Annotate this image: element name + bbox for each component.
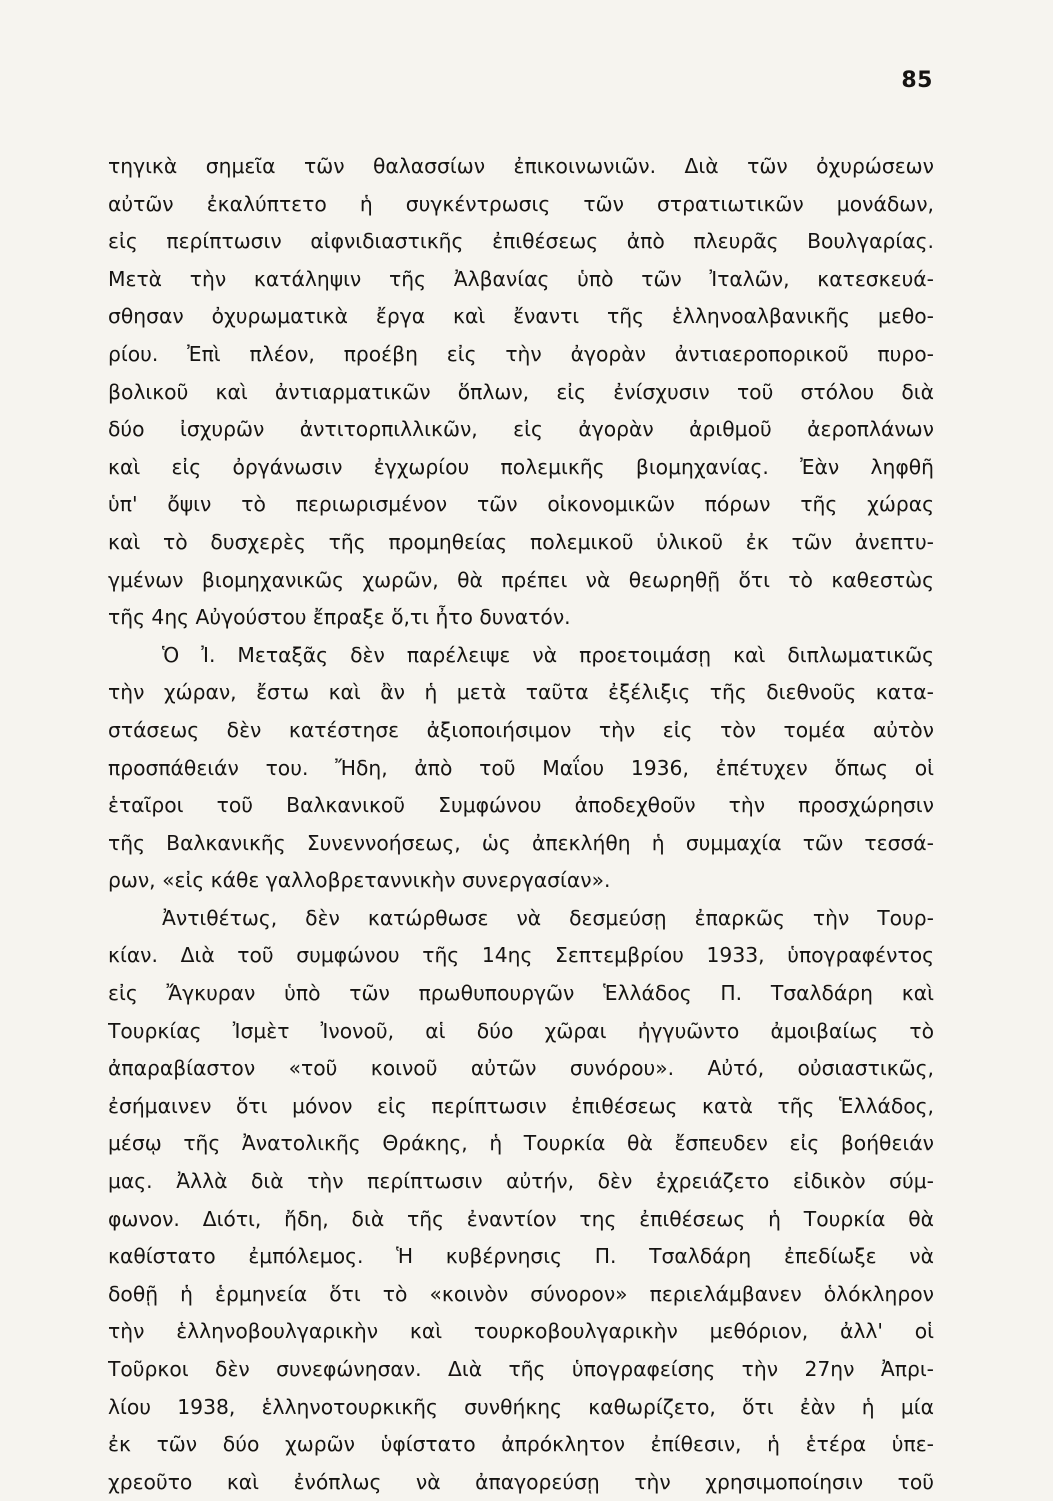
text-line: ἐκ τῶν δύο χωρῶν ὑφίστατο ἀπρόκλητον ἐπίθεσιν, ἡ ἑτέρα ὑπε- [108,1432,934,1457]
text-line: γμένων βιομηχανικῶς χωρῶν, θὰ πρέπει νὰ θεωρηθῇ ὅτι τὸ καθεστὼς [108,567,934,592]
text-line: ὑπ' ὄψιν τὸ περιωρισμένον τῶν οἰκονομικῶν πόρων τῆς χώρας [108,492,934,517]
text-line: χρεοῦτο καὶ ἐνόπλως νὰ ἀπαγορεύσῃ τὴν χρησιμοποίησιν τοῦ [108,1469,934,1494]
text-line: καὶ εἰς ὀργάνωσιν ἐγχωρίου πολεμικῆς βιομηχανίας. Ἐὰν ληφθῆ [108,454,934,479]
text-line: τὴν ἑλληνοβουλγαρικὴν καὶ τουρκοβουλγαρικὴν μεθόριον, ἀλλ' οἱ [108,1319,934,1344]
text-line: ἀπαραβίαστον «τοῦ κοινοῦ αὐτῶν συνόρου». Αὐτό, οὐσιαστικῶς, [108,1056,934,1081]
text-line: μας. Ἀλλὰ διὰ τὴν περίπτωσιν αὐτήν, δὲν ἐχρειάζετο εἰδικὸν σύμ- [108,1169,934,1194]
text-line: τῆς Βαλκανικῆς Συνεννοήσεως, ὡς ἀπεκλήθη ἡ συμμαχία τῶν τεσσά- [108,830,934,855]
text-line: Ἀντιθέτως, δὲν κατώρθωσε νὰ δεσμεύσῃ ἐπαρκῶς τὴν Τουρ- [162,905,934,930]
text-line: φωνον. Διότι, ἤδη, διὰ τῆς ἐναντίον της ἐπιθέσεως ἡ Τουρκία θὰ [108,1206,934,1231]
text-line: βολικοῦ καὶ ἀντιαρματικῶν ὅπλων, εἰς ἐνίσχυσιν τοῦ στόλου διὰ [108,379,934,404]
text-line: ἑταῖροι τοῦ Βαλκανικοῦ Συμφώνου ἀποδεχθοῦν τὴν προσχώρησιν [108,793,934,818]
text-line: Μετὰ τὴν κατάληψιν τῆς Ἀλβανίας ὑπὸ τῶν Ἰταλῶν, κατεσκευά- [108,266,934,291]
text-line: ρων, «εἰς κάθε γαλλοβρεταννικὴν συνεργασίαν». [108,868,611,893]
text-line: τὴν χώραν, ἔστω καὶ ἂν ἡ μετὰ ταῦτα ἐξέλιξις τῆς διεθνοῦς κατα- [108,680,934,705]
text-line: τῆς 4ης Αὐγούστου ἔπραξε ὅ,τι ἦτο δυνατόν. [108,605,571,630]
body-text [108,148,934,1501]
text-line: καθίστατο ἐμπόλεμος. Ἡ κυβέρνησις Π. Τσαλδάρη ἐπεδίωξε νὰ [108,1244,934,1269]
text-line: αὐτῶν ἐκαλύπτετο ἡ συγκέντρωσις τῶν στρατιωτικῶν μονάδων, [108,191,934,216]
text-line: σθησαν ὀχυρωματικὰ ἔργα καὶ ἔναντι τῆς ἑλληνοαλβανικῆς μεθο- [108,304,934,329]
text-line: τηγικὰ σημεῖα τῶν θαλασσίων ἐπικοινωνιῶν. Διὰ τῶν ὀχυρώσεων [108,154,934,178]
text-line: προσπάθειάν του. Ἤδη, ἀπὸ τοῦ Μαΐου 1936, ἐπέτυχεν ὅπως οἱ [108,755,934,780]
text-line: δύο ἰσχυρῶν ἀντιτορπιλλικῶν, εἰς ἀγορὰν ἀριθμοῦ ἀεροπλάνων [108,417,934,442]
text-line: μέσῳ τῆς Ἀνατολικῆς Θράκης, ἡ Τουρκία θὰ ἔσπευδεν εἰς βοήθειάν [108,1131,934,1156]
page-number: 85 [901,68,933,93]
text-line: καὶ τὸ δυσχερὲς τῆς προμηθείας πολεμικοῦ ὑλικοῦ ἐκ τῶν ἀνεπτυ- [108,529,934,554]
text-line: κίαν. Διὰ τοῦ συμφώνου τῆς 14ης Σεπτεμβρίου 1933, ὑπογραφέντος [108,943,934,968]
text-line: ρίου. Ἐπὶ πλέον, προέβη εἰς τὴν ἀγορὰν ἀντιαεροπορικοῦ πυρο- [108,341,934,366]
text-line: εἰς Ἄγκυραν ὑπὸ τῶν πρωθυπουργῶν Ἑλλάδος Π. Τσαλδάρη καὶ [108,981,934,1006]
text-line: εἰς περίπτωσιν αἰφνιδιαστικῆς ἐπιθέσεως ἀπὸ πλευρᾶς Βουλγαρίας. [108,229,934,254]
text-line: ἐσήμαινεν ὅτι μόνον εἰς περίπτωσιν ἐπιθέσεως κατὰ τῆς Ἑλλάδος, [108,1093,934,1118]
text-line: λίου 1938, ἑλληνοτουρκικῆς συνθήκης καθωρίζετο, ὅτι ἐὰν ἡ μία [108,1394,934,1419]
text-line: Ὁ Ἰ. Μεταξᾶς δὲν παρέλειψε νὰ προετοιμάσῃ καὶ διπλωματικῶς [162,642,934,667]
text-line: Τουρκίας Ἰσμὲτ Ἰνονοῦ, αἱ δύο χῶραι ἠγγυῶντο ἀμοιβαίως τὸ [108,1018,934,1043]
text-line: δοθῇ ἡ ἑρμηνεία ὅτι τὸ «κοινὸν σύνορον» περιελάμβανεν ὁλόκληρον [108,1281,934,1306]
text-line: στάσεως δὲν κατέστησε ἀξιοποιήσιμον τὴν εἰς τὸν τομέα αὐτὸν [108,717,934,742]
text-line: Τοῦρκοι δὲν συνεφώνησαν. Διὰ τῆς ὑπογραφείσης τὴν 27ην Ἀπρι- [108,1357,934,1381]
